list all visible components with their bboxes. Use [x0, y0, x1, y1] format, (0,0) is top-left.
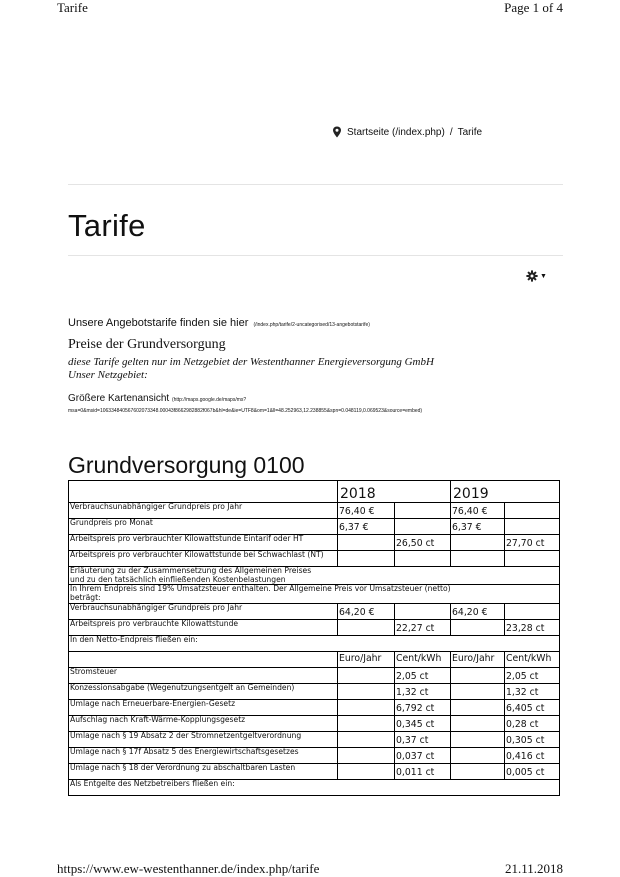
value-cell — [451, 619, 505, 635]
value-cell: 64,20 € — [338, 603, 395, 619]
value-cell — [395, 519, 451, 535]
gear-icon — [526, 270, 538, 282]
table-row — [69, 519, 560, 535]
offer-link-text: Unsere Angebotstarife finden sie hier — [68, 317, 249, 329]
row-label: Stromsteuer — [69, 667, 338, 683]
value-cell: 76,40 € — [338, 503, 395, 519]
breadcrumb-separator: / — [449, 126, 453, 138]
row-label: Verbrauchsunabhängiger Grundpreis pro Jahr — [69, 503, 338, 519]
unit-header: Cent/kWh — [395, 651, 451, 667]
value-cell — [505, 519, 560, 535]
print-header-page: Page 1 of 4 — [504, 0, 563, 15]
table-cell — [338, 683, 395, 699]
note-line: In Ihrem Endpreis sind 19% Umsatzsteuer enthalten. Der Allgemeine Preis vor Umsatzsteuer (netto) — [70, 584, 451, 594]
value-cell: 6,37 € — [451, 519, 505, 535]
value-cell: 64,20 € — [451, 603, 505, 619]
offer-link[interactable] — [68, 317, 370, 329]
table-row — [69, 567, 560, 585]
offer-link-url: (/index.php/tarife/2-uncategorised/13-angebotstarife) — [253, 322, 370, 328]
table-cell — [451, 683, 505, 699]
table-row — [69, 635, 560, 651]
row-label: Konzessionsabgabe (Wegenutzungsentgelt an Gemeinden) — [69, 683, 338, 699]
map-url-part2: msa=0&msid=106334840567602073348.00043f8662982882f067b&hl=de&ie=UTF8&om=1&ll=48.252963,12.238855&spn=0.048119,0.069523&source=embed) — [68, 408, 423, 414]
article-options-button[interactable] — [526, 270, 547, 282]
row-label: Arbeitspreis pro verbrauchte Kilowattstunde — [69, 619, 338, 635]
table-row — [69, 715, 560, 731]
value-cell — [451, 535, 505, 551]
row-label: Umlage nach § 18 der Verordnung zu abschaltbaren Lasten — [69, 763, 338, 779]
table-cell — [338, 667, 395, 683]
table-cell — [451, 667, 505, 683]
print-header-title: Tarife — [57, 0, 88, 15]
value-cell: 6,37 € — [338, 519, 395, 535]
value-cell: 0,28 ct — [505, 715, 560, 731]
table-cell — [451, 747, 505, 763]
value-cell — [338, 551, 395, 567]
value-cell — [505, 603, 560, 619]
table-cell — [451, 699, 505, 715]
row-label: Grundpreis pro Monat — [69, 519, 338, 535]
table-cell — [338, 731, 395, 747]
tariff-table — [68, 480, 560, 796]
table-row — [69, 667, 560, 683]
value-cell: 0,416 ct — [505, 747, 560, 763]
value-cell: 2,05 ct — [505, 667, 560, 683]
larger-map-text: Größere Kartenansicht — [68, 393, 170, 404]
table-cell — [451, 715, 505, 731]
value-cell — [451, 551, 505, 567]
value-cell: 0,011 ct — [395, 763, 451, 779]
row-label: Umlage nach Erneuerbare-Energien-Gesetz — [69, 699, 338, 715]
table-row — [69, 503, 560, 519]
unit-header-row — [69, 651, 560, 667]
grundversorgung-heading: Preise der Grundversorgung — [68, 337, 226, 352]
value-cell: 6,405 ct — [505, 699, 560, 715]
row-label: Verbrauchsunabhängiger Grundpreis pro Jahr — [69, 603, 338, 619]
map-url-part1: (http://maps.google.de/maps/ms? — [171, 397, 247, 403]
year-2018: 2018 — [338, 481, 451, 503]
tariff-title: Grundversorgung 0100 — [68, 452, 305, 478]
row-label: Umlage nach § 19 Absatz 2 der Stromnetzentgeltverordnung — [69, 731, 338, 747]
note-line: und zu den tatsächlich einfließenden Kostenbelastungen — [70, 574, 286, 584]
print-footer-url: https://www.ew-westenthanner.de/index.php/tarife — [57, 861, 320, 876]
divider — [68, 184, 563, 185]
value-cell: 26,50 ct — [395, 535, 451, 551]
value-cell — [505, 503, 560, 519]
value-cell: 0,037 ct — [395, 747, 451, 763]
value-cell — [338, 619, 395, 635]
table-row — [69, 699, 560, 715]
value-cell: 76,40 € — [451, 503, 505, 519]
value-cell: 0,005 ct — [505, 763, 560, 779]
breadcrumb — [332, 126, 482, 138]
divider — [68, 255, 563, 256]
value-cell: 1,32 ct — [505, 683, 560, 699]
value-cell — [395, 603, 451, 619]
table-row — [69, 763, 560, 779]
unit-header: Euro/Jahr — [451, 651, 505, 667]
breadcrumb-current: Tarife — [457, 126, 483, 138]
value-cell: 27,70 ct — [505, 535, 560, 551]
year-header-row — [69, 481, 560, 503]
page-title: Tarife — [68, 208, 146, 243]
row-label: Arbeitspreis pro verbrauchter Kilowattstunde bei Schwachlast (NT) — [69, 551, 338, 567]
table-cell — [69, 481, 338, 503]
value-cell: 1,32 ct — [395, 683, 451, 699]
value-cell — [395, 503, 451, 519]
netzgebiet-note: diese Tarife gelten nur im Netzgebiet der Westenthanner Energieversorgung GmbH — [68, 356, 434, 368]
table-cell — [69, 651, 338, 667]
table-cell — [338, 747, 395, 763]
value-cell: 0,37 ct — [395, 731, 451, 747]
table-row — [69, 747, 560, 763]
table-row — [69, 603, 560, 619]
netto-intro: In den Netto-Endpreis fließen ein: — [69, 635, 560, 651]
larger-map-link[interactable] — [68, 393, 246, 404]
value-cell — [338, 535, 395, 551]
table-row — [69, 779, 560, 795]
note-line: Erläuterung zu der Zusammensetzung des Allgemeinen Preises — [70, 566, 312, 575]
print-footer-date: 21.11.2018 — [504, 861, 563, 876]
value-cell: 6,792 ct — [395, 699, 451, 715]
breadcrumb-home-link[interactable]: Startseite (/index.php) — [347, 126, 445, 138]
value-cell: 0,305 ct — [505, 731, 560, 747]
unit-header: Cent/kWh — [505, 651, 560, 667]
map-pin-icon — [332, 126, 342, 138]
value-cell — [395, 551, 451, 567]
value-cell: 2,05 ct — [395, 667, 451, 683]
unit-header: Euro/Jahr — [338, 651, 395, 667]
table-row — [69, 731, 560, 747]
row-label: Aufschlag nach Kraft-Wärme-Kopplungsgesetz — [69, 715, 338, 731]
netzgebiet-label: Unser Netzgebiet: — [68, 369, 148, 381]
table-cell — [451, 731, 505, 747]
vat-note — [69, 585, 560, 603]
year-2019: 2019 — [451, 481, 560, 503]
table-cell — [451, 763, 505, 779]
netzbetreiber-note: Als Entgelte des Netzbetreibers fließen ein: — [69, 779, 560, 795]
chevron-down-icon: ▼ — [540, 272, 547, 280]
table-row — [69, 551, 560, 567]
table-cell — [338, 699, 395, 715]
value-cell: 0,345 ct — [395, 715, 451, 731]
value-cell: 22,27 ct — [395, 619, 451, 635]
table-cell — [338, 715, 395, 731]
table-row — [69, 535, 560, 551]
table-cell — [338, 763, 395, 779]
value-cell — [505, 551, 560, 567]
table-row — [69, 585, 560, 603]
value-cell: 23,28 ct — [505, 619, 560, 635]
row-label: Arbeitspreis pro verbrauchter Kilowattstunde Eintarif oder HT — [69, 535, 338, 551]
row-label: Umlage nach § 17f Absatz 5 des Energiewirtschaftsgesetzes — [69, 747, 338, 763]
table-row — [69, 619, 560, 635]
table-row — [69, 683, 560, 699]
explanation-note — [69, 567, 560, 585]
note-line: beträgt: — [70, 593, 101, 603]
